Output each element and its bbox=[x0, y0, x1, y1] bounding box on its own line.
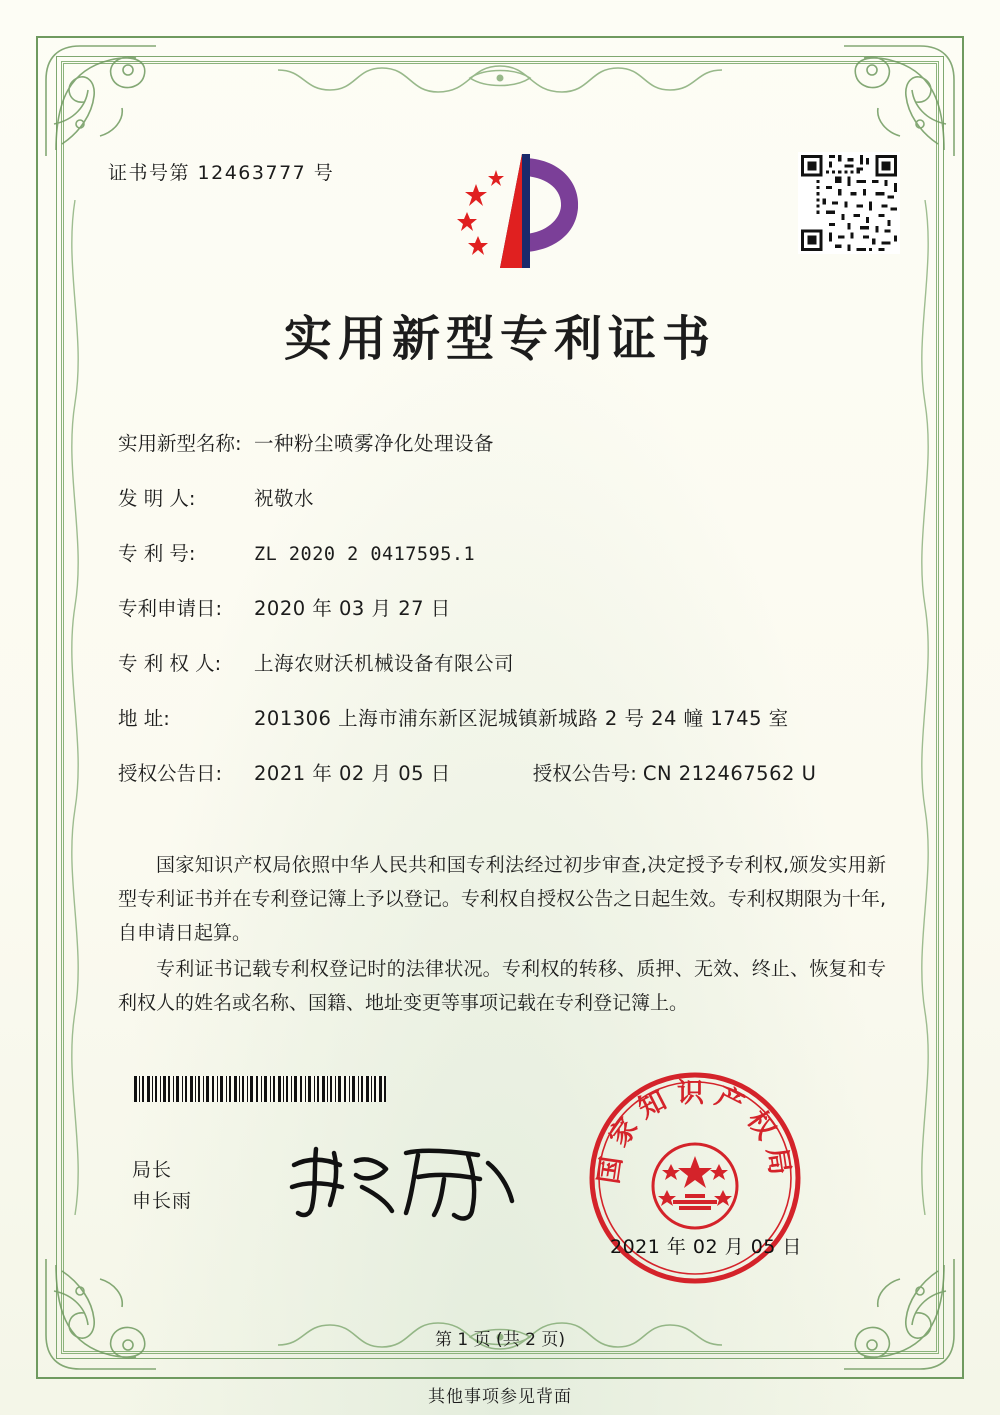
field-label: 专利申请日: bbox=[118, 597, 223, 620]
field-label: 发 明 人: bbox=[118, 487, 196, 510]
legal-paragraph-2: 专利证书记载专利权登记时的法律状况。专利权的转移、质押、无效、终止、恢复和专利权人的姓名或名称、国籍、地址变更等事项记载在专利登记簿上。 bbox=[118, 958, 886, 1014]
corner-ornament-top-left bbox=[40, 40, 160, 160]
legal-text-block bbox=[118, 848, 886, 1022]
field-value: 祝敬水 bbox=[254, 487, 315, 510]
handwritten-signature-icon bbox=[282, 1135, 522, 1225]
field-row-patent-number bbox=[118, 538, 888, 566]
grant-number-label: 授权公告号: bbox=[532, 762, 637, 785]
legal-paragraph-1: 国家知识产权局依照中华人民共和国专利法经过初步审查,决定授予专利权,颁发实用新型专利证书并在专利登记簿上予以登记。专利权自授权公告之日起生效。专利权期限为十年,自申请日起算。 bbox=[118, 854, 886, 944]
field-value: ZL 2020 2 0417595.1 bbox=[254, 544, 476, 565]
field-value: 201306 上海市浦东新区泥城镇新城路 2 号 24 幢 1745 室 bbox=[254, 707, 789, 730]
director-block bbox=[132, 1155, 192, 1217]
page-number: 第 1 页 (共 2 页) bbox=[435, 1330, 565, 1350]
field-row-application-date bbox=[118, 593, 888, 621]
field-label: 专 利 号: bbox=[118, 542, 196, 565]
cnipa-logo-icon bbox=[430, 150, 590, 275]
fields-block bbox=[118, 428, 888, 813]
field-value: 2020 年 03 月 27 日 bbox=[254, 597, 451, 620]
barcode bbox=[134, 1076, 386, 1102]
footer-note: 其他事项参见背面 bbox=[428, 1387, 572, 1407]
field-row-grant bbox=[118, 758, 888, 786]
corner-ornament-top-right bbox=[840, 40, 960, 160]
grant-date-label: 授权公告日: bbox=[118, 762, 223, 785]
field-value: 上海农财沃机械设备有限公司 bbox=[254, 652, 515, 675]
director-title-label: 局长 bbox=[132, 1159, 173, 1181]
qr-code-icon bbox=[798, 152, 900, 254]
ornament-edge-top bbox=[170, 62, 830, 96]
director-name-label: 申长雨 bbox=[132, 1190, 193, 1212]
certificate-number: 证书号第 12463777 号 bbox=[108, 162, 335, 184]
grant-date-value: 2021 年 02 月 05 日 bbox=[254, 762, 451, 785]
field-row-name bbox=[118, 428, 888, 456]
field-value: 一种粉尘喷雾净化处理设备 bbox=[254, 432, 495, 455]
field-label: 地 址: bbox=[118, 707, 170, 730]
field-label: 实用新型名称: bbox=[118, 432, 242, 455]
grant-number-value: CN 212467562 U bbox=[642, 762, 817, 785]
svg-text:国家知识产权局: 国家知识产权局 bbox=[593, 1078, 797, 1186]
seal-date: 2021 年 02 月 05 日 bbox=[610, 1236, 802, 1258]
field-row-inventor bbox=[118, 483, 888, 511]
corner-ornament-bottom-right bbox=[840, 1255, 960, 1375]
field-row-address bbox=[118, 703, 888, 731]
field-label: 专 利 权 人: bbox=[118, 652, 222, 675]
corner-ornament-bottom-left bbox=[40, 1255, 160, 1375]
page-title: 实用新型专利证书 bbox=[283, 311, 716, 367]
field-row-patentee bbox=[118, 648, 888, 676]
